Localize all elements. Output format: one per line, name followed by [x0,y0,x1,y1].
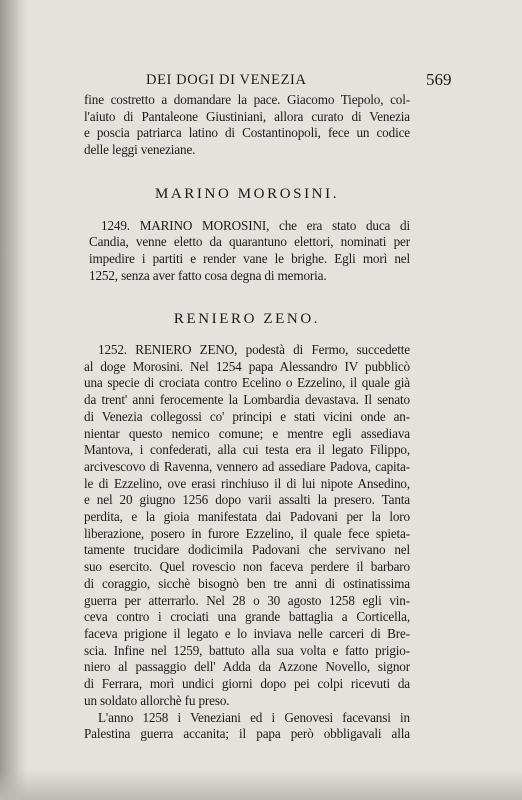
text-line: ceva contro i crociati una grande battaglia a Corticella, [84,609,410,625]
page-body [84,92,410,743]
paragraph-marino-morosini [84,218,410,285]
text-line: delle leggi veneziane. [84,142,196,158]
text-line: fine costretto a domandare la pace. Giacomo Tiepolo, col- [84,92,410,107]
text-line: perdita, e la gioia manifestata dai Padovani per la loro [84,509,410,525]
text-line: niero al passaggio dell' Adda da Azzone Novello, signor [84,659,410,675]
text-line: Mantova, i confederati, alla cui testa era il legato Filippo, [84,442,410,458]
text-line: 1252. RENIERO ZENO, podestà di Fermo, succedette [98,342,410,358]
page-number: 569 [426,70,452,89]
text-line: L'anno 1258 i Veneziani ed i Genovesi facevansi in [98,709,410,725]
text-line: una specie di crociata contro Ecelino o Ezzelino, il quale già [84,375,410,391]
text-line: impedire i partiti e render vane le brighe. Egli morì nel [89,250,410,266]
running-title: DEI DOGI DI VENEZIA [146,72,307,88]
text-line: di coraggio, sicchè bisognò ben tre anni di ostinatissima [84,575,410,591]
text-line: l'aiuto di Pantaleone Giustiniani, allora curato di Venezia [84,108,410,124]
text-line: guerra per atterrarlo. Nel 28 o 30 agosto 1258 egli vin- [84,592,410,608]
text-line: e nel 20 giugno 1256 dopo varii assalti la presero. Tanta [84,492,410,508]
paragraph-reniero-zeno [84,342,410,743]
text-line: Palestina guerra accanita; il papa però obbligavali alla [84,726,410,742]
text-line: arcivescovo di Ravenna, vennero ad assediare Padova, capita- [84,458,410,474]
text-line: al doge Morosini. Nel 1254 papa Alessandro IV pubblicò [84,358,410,374]
text-line: Candia, venne eletto da quarantuno elettori, nominati per [89,234,410,250]
text-line: suo esercito. Quel rovescio non faceva perdere il barbaro [84,559,410,575]
text-line: liberazione, posero in furore Ezzelino, il quale fece spieta- [84,525,410,541]
section-heading-reniero-zeno: RENIERO ZENO. [173,311,321,328]
text-line: le di Ezzelino, ove erasi rinchiuso il di lui nipote Ansedino, [84,475,410,491]
text-line: 1252, senza aver fatto cosa degna di memoria. [89,267,327,283]
text-line: un soldato allorchè fu preso. [84,692,230,708]
text-line: di Venezia collegossi co' principi e stati vicini onde an- [84,408,410,424]
text-line: nientar questo nemico comune; e mentre egli assediava [84,425,410,441]
text-line: 1249. MARINO MOROSINI, che era stato duca di [101,217,410,233]
text-line: e poscia patriarca latino di Costantinopoli, fece un codice [84,125,410,141]
text-line: di Ferrara, morì undici giorni dopo pei colpi ricevuti da [84,676,410,692]
text-line: faceva prigione il legato e lo inviava nelle carceri di Bre- [84,625,410,641]
text-line: tamente trucidare dodicimila Padovani che servivano nel [84,542,410,558]
section-heading-marino-morosini: MARINO MOROSINI. [154,185,340,202]
text-line: scia. Infine nel 1259, battuto alla sua volta e fatto prigio- [84,642,410,658]
text-line: da trent' anni ferocemente la Lombardia devastava. Il senato [84,392,410,408]
intro-paragraph [84,92,410,159]
